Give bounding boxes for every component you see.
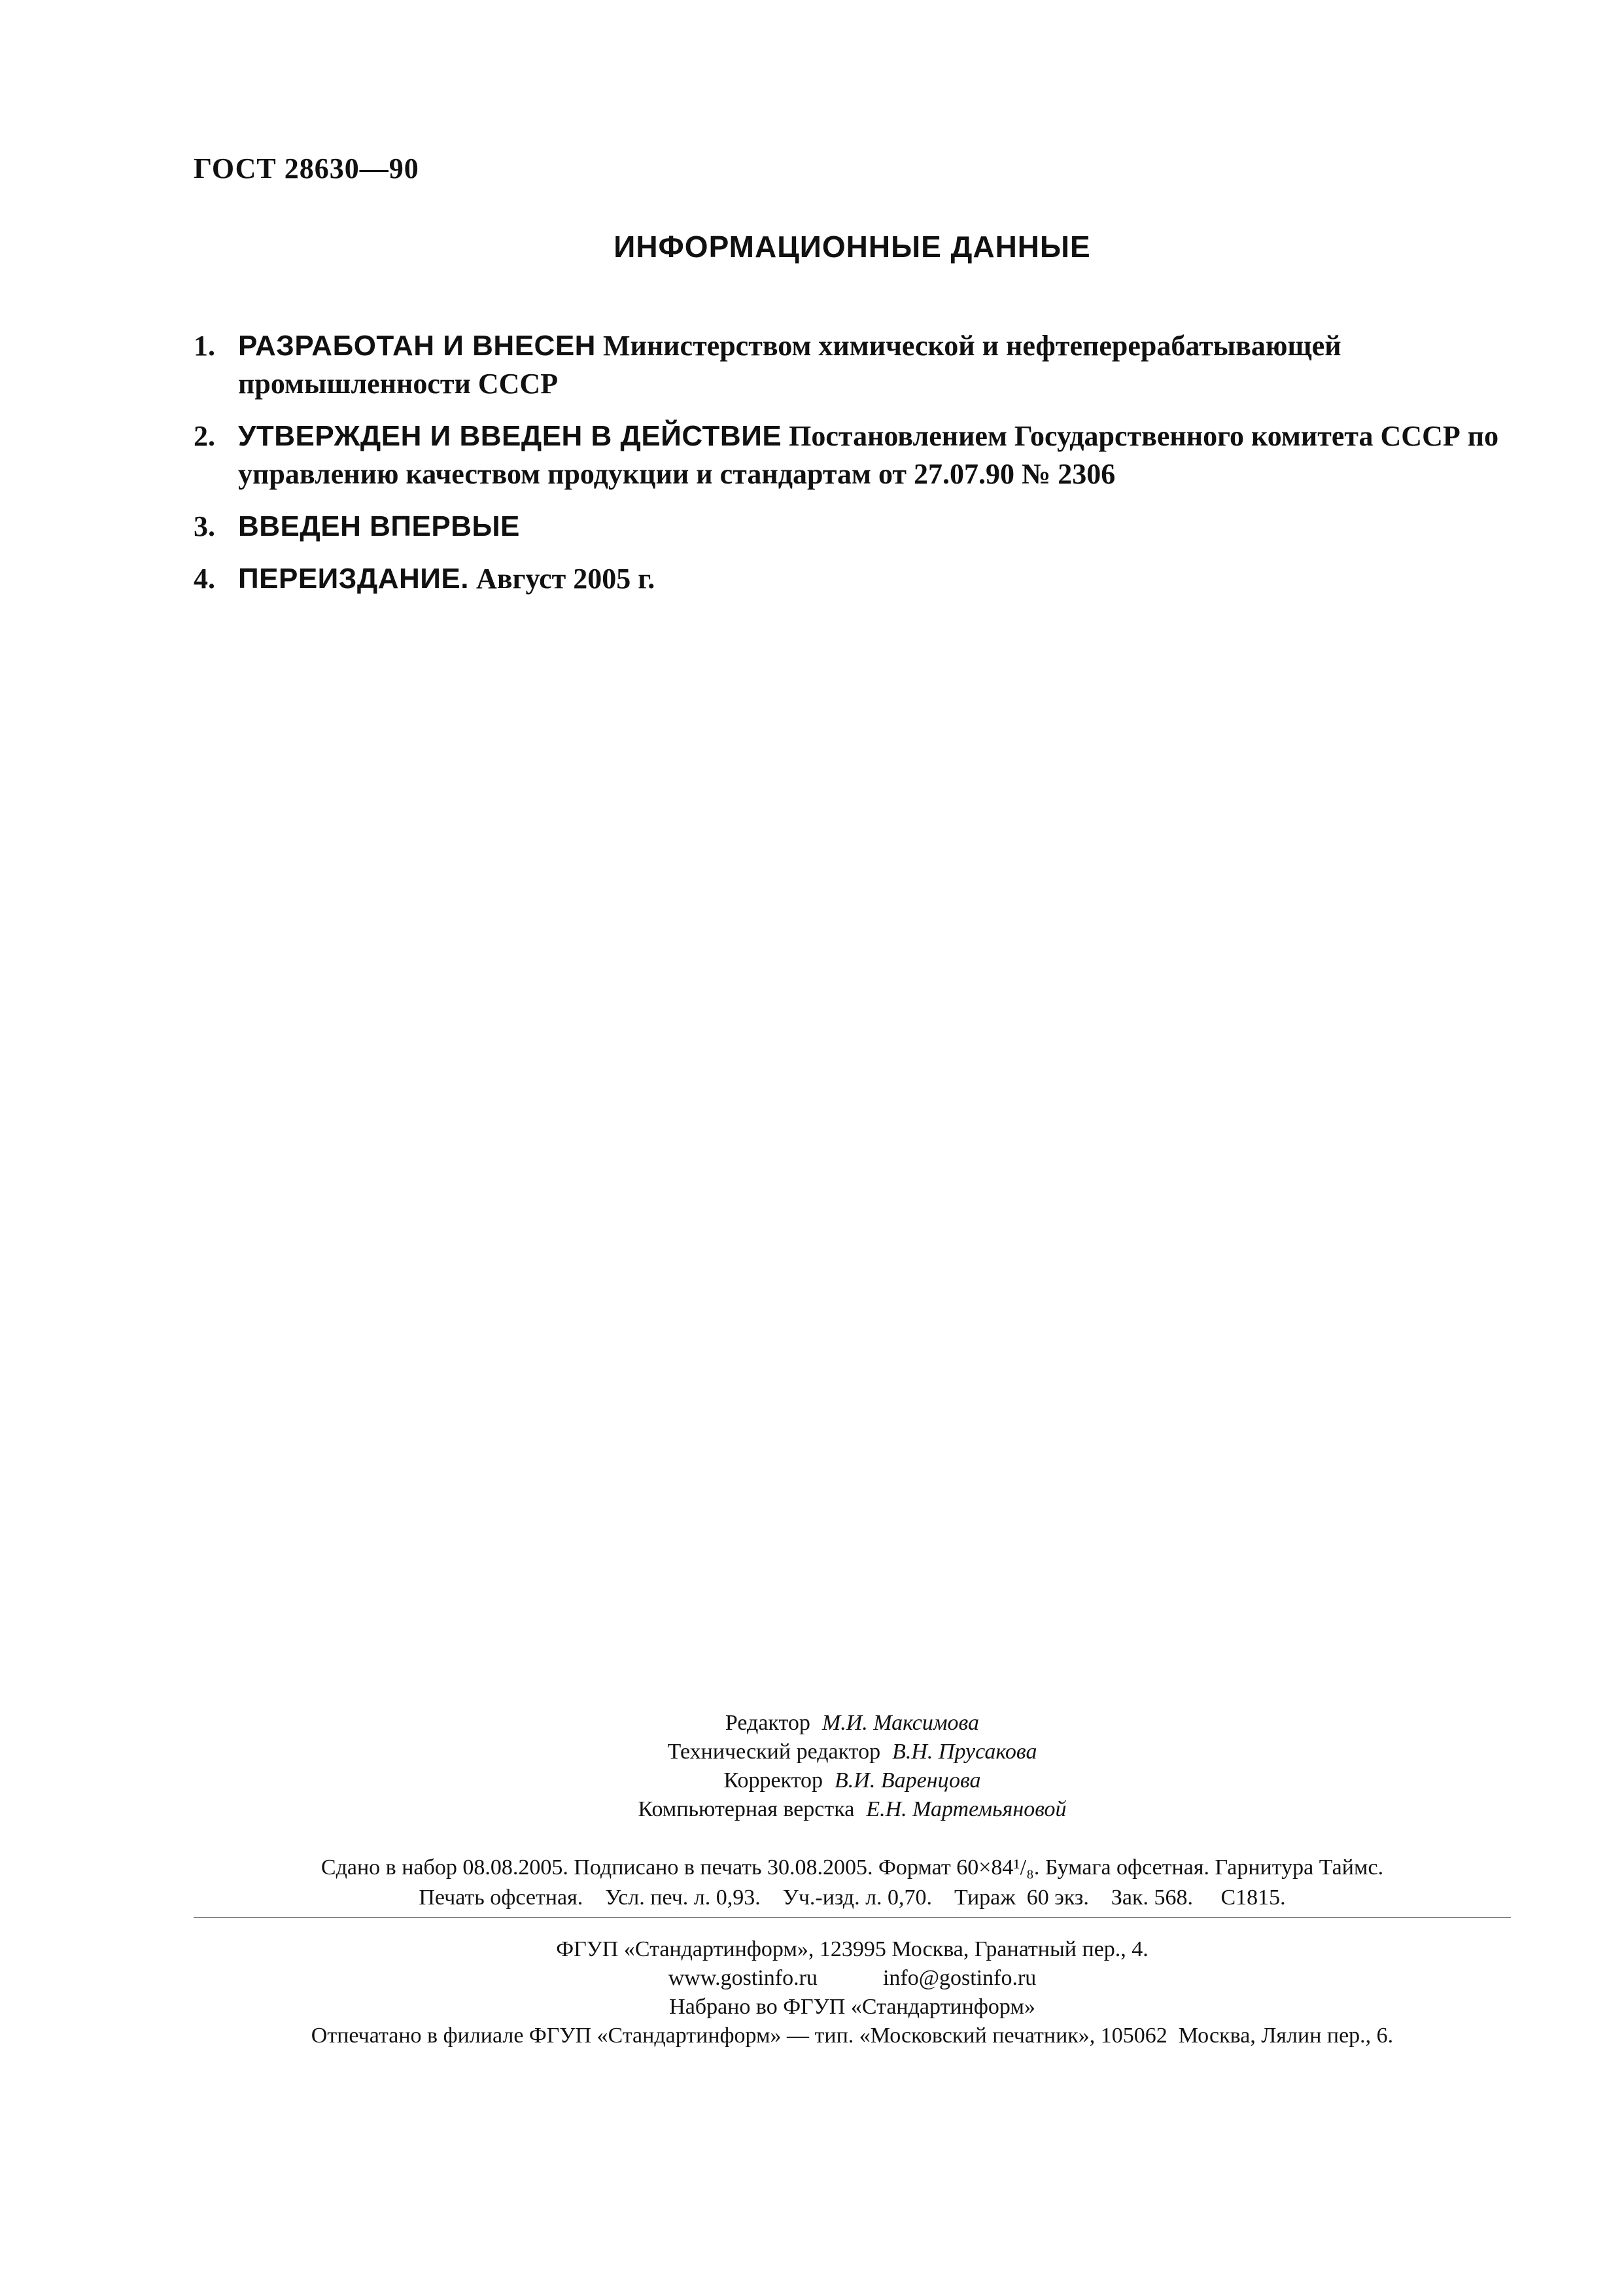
item-number: 3. bbox=[194, 510, 215, 542]
email-text: info@gostinfo.ru bbox=[882, 1966, 1037, 1990]
info-list bbox=[194, 327, 1511, 612]
item-number: 1. bbox=[194, 330, 215, 362]
list-item bbox=[194, 508, 1511, 546]
credit-role: Корректор bbox=[723, 1768, 823, 1793]
list-item bbox=[194, 560, 1511, 598]
section-title: ИНФОРМАЦИОННЫЕ ДАННЫЕ bbox=[613, 230, 1091, 264]
typeset-note: Набрано во ФГУП «Стандартинформ» bbox=[669, 1995, 1035, 2019]
credit-line bbox=[194, 1766, 1511, 1795]
credit-role: Компьютерная верстка bbox=[638, 1797, 855, 1821]
print-info bbox=[194, 1853, 1511, 1913]
print-info-line: Сдано в набор 08.08.2005. Подписано в печать 30.08.2005. Формат 60×84¹/₈. Бумага офсетная. Гарнитура Таймс. bbox=[320, 1855, 1384, 1880]
item-text: Август 2005 г. bbox=[468, 563, 655, 595]
item-lead: РАЗРАБОТАН И ВНЕСЕН bbox=[238, 330, 596, 362]
credit-role: Редактор bbox=[725, 1711, 810, 1735]
print-info-line: Печать офсетная. Усл. печ. л. 0,93. Уч.-изд. л. 0,70. Тираж 60 экз. Зак. 568. С1815. bbox=[419, 1885, 1286, 1910]
credit-role: Технический редактор bbox=[667, 1740, 881, 1764]
list-item bbox=[194, 327, 1511, 403]
item-lead: УТВЕРЖДЕН И ВВЕДЕН В ДЕЙСТВИЕ bbox=[238, 420, 782, 452]
publisher-block bbox=[194, 1935, 1511, 2050]
credit-line bbox=[194, 1738, 1511, 1766]
website-text: www.gostinfo.ru bbox=[668, 1966, 818, 1990]
item-lead: ПЕРЕИЗДАНИЕ. bbox=[238, 563, 469, 595]
item-lead: ВВЕДЕН ВПЕРВЫЕ bbox=[238, 510, 520, 542]
credits-block bbox=[194, 1709, 1511, 1824]
publisher-address: ФГУП «Стандартинформ», 123995 Москва, Гранатный пер., 4. bbox=[556, 1937, 1149, 1961]
credit-line bbox=[194, 1795, 1511, 1824]
credit-name: В.И. Варенцова bbox=[835, 1768, 981, 1793]
item-number: 2. bbox=[194, 420, 215, 452]
printed-note: Отпечатано в филиале ФГУП «Стандартинформ» — тип. «Московский печатник», 105062 Москва, Лялин пер., 6. bbox=[311, 2023, 1394, 2048]
credit-name: Е.Н. Мартемьяновой bbox=[866, 1797, 1067, 1821]
credit-name: М.И. Максимова bbox=[821, 1711, 980, 1735]
list-item bbox=[194, 417, 1511, 493]
item-number: 4. bbox=[194, 563, 215, 595]
publisher-contacts bbox=[194, 1964, 1511, 1993]
item-text: Постановлением Государственного комитета СССР по управлению качеством продукции и стандартам от 27.07.90 № 2306 bbox=[238, 420, 1499, 490]
item-text: Министерством химической и нефтеперерабатывающей промышленности СССР bbox=[238, 330, 1341, 400]
document-code: ГОСТ 28630—90 bbox=[194, 152, 419, 184]
credit-name: В.Н. Прусакова bbox=[892, 1740, 1037, 1764]
divider bbox=[194, 1917, 1511, 1918]
credit-line bbox=[194, 1709, 1511, 1738]
